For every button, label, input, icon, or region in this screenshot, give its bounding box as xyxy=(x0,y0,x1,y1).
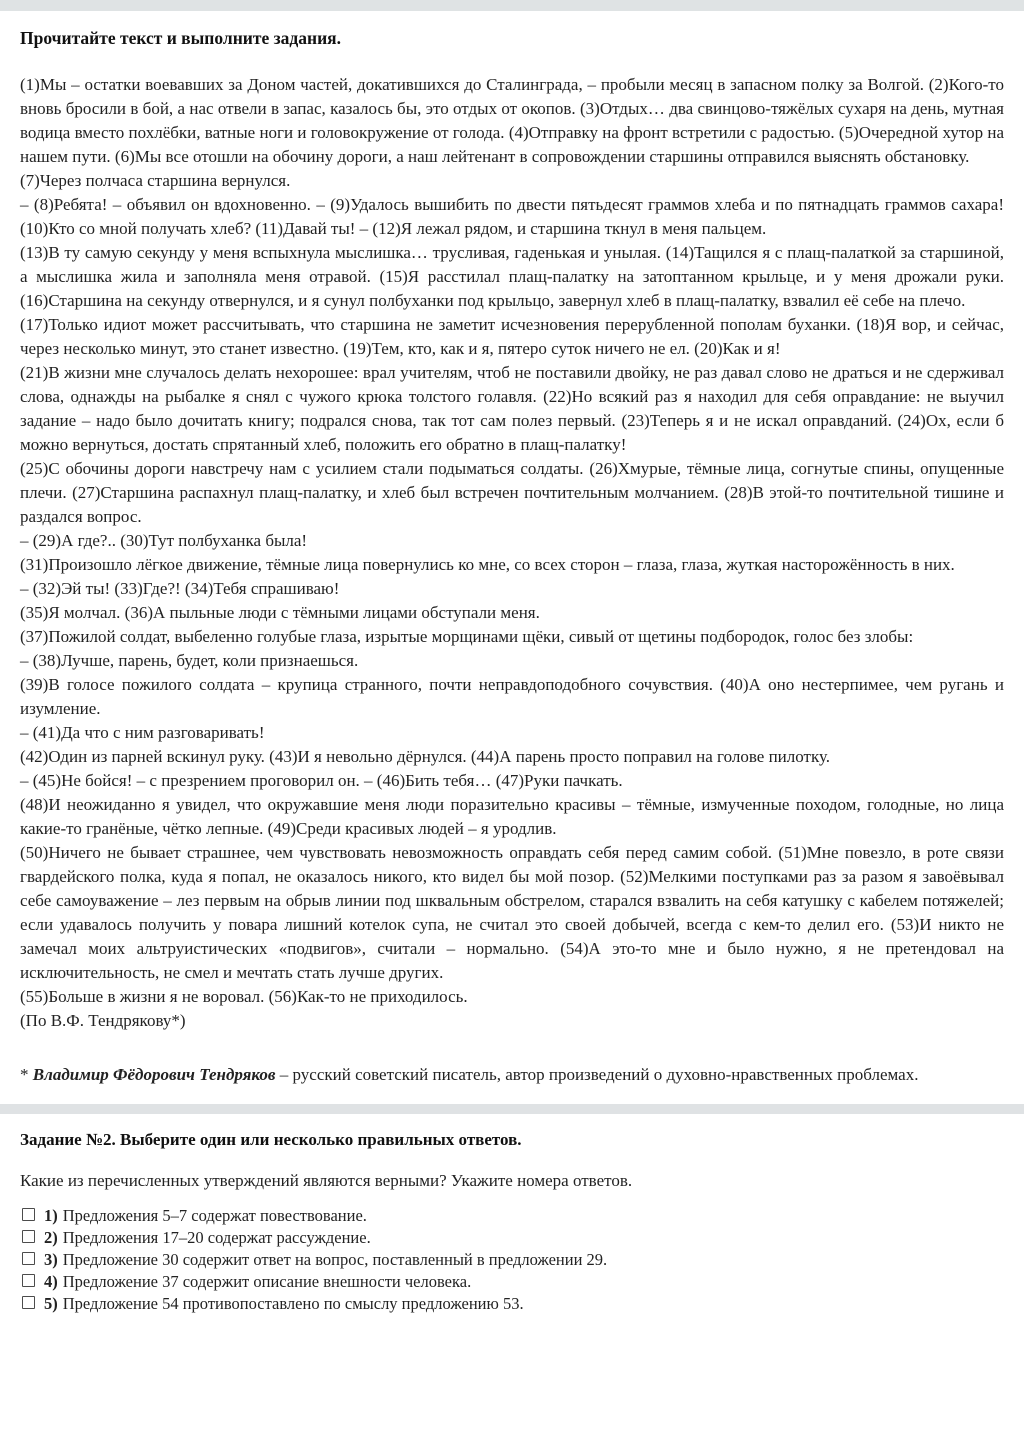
text-paragraph-15: – (41)Да что с ним разговаривать! xyxy=(20,723,265,742)
footnote-text: – русский советский писатель, автор произведений о духовно-нравственных проблемах. xyxy=(275,1065,919,1084)
option-text: Предложение 54 противопоставлено по смыслу предложению 53. xyxy=(62,1294,524,1313)
footnote-marker: * xyxy=(20,1065,33,1084)
top-divider-bar xyxy=(0,0,1024,11)
text-paragraph-17: – (45)Не бойся! – с презрением проговорил он. – (46)Бить тебя… (47)Руки пачкать. xyxy=(20,771,623,790)
answer-option-2[interactable] xyxy=(20,1227,1004,1248)
text-paragraph-2: (7)Через полчаса старшина вернулся. xyxy=(20,171,291,190)
text-paragraph-3: – (8)Ребята! – объявил он вдохновенно. – (9)Удалось вышибить по двести пятьдесят граммов хлеба и по пятнадцать граммов сахара! (10)Кто со мной получать хлеб? (11)Давай ты! – (12)Я лежал рядом, и старшина ткнул в меня пальцем. xyxy=(20,195,1004,238)
text-paragraph-10: – (32)Эй ты! (33)Где?! (34)Тебя спрашиваю! xyxy=(20,579,340,598)
text-paragraph-13: – (38)Лучше, парень, будет, коли признаешься. xyxy=(20,651,359,670)
footnote-author: Владимир Фёдорович Тендряков xyxy=(32,1065,276,1084)
page-title: Прочитайте текст и выполните задания. xyxy=(20,28,342,48)
checkbox-icon[interactable] xyxy=(22,1296,35,1309)
option-number: 3) xyxy=(44,1250,58,1269)
text-paragraph-1: (1)Мы – остатки воевавших за Доном частей, докатившихся до Сталинграда, – пробыли месяц в запасном полку за Волгой. (2)Кого-то вновь бросили в бой, а нас отвели в запас, казалось бы, это отдых от окопов. (3)Отдых… два свинцово-тяжёлых сухаря на день, мутная водица вместо похлёбки, ватные ноги и головокружение от голода. (4)Отправку на фронт встретили с радостью. (5)Очередной хутор на нашем пути. (6)Мы все отошли на обочину дороги, а наш лейтенант в сопровождении старшины отправился выяснять обстановку. xyxy=(20,75,1004,166)
text-paragraph-21: (По В.Ф. Тендрякову*) xyxy=(20,1011,186,1030)
text-paragraph-9: (31)Произошло лёгкое движение, тёмные лица повернулись ко мне, со всех сторон – глаза, глаза, жуткая насторожённость в них. xyxy=(20,555,955,574)
option-text: Предложения 17–20 содержат рассуждение. xyxy=(62,1228,371,1247)
document-body xyxy=(0,11,1024,1087)
checkbox-icon[interactable] xyxy=(22,1252,35,1265)
text-paragraph-11: (35)Я молчал. (36)А пыльные люди с тёмными лицами обступали меня. xyxy=(20,603,540,622)
option-number: 2) xyxy=(44,1228,58,1247)
answer-option-1[interactable] xyxy=(20,1205,1004,1226)
checkbox-icon[interactable] xyxy=(22,1230,35,1243)
text-paragraph-16: (42)Один из парней вскинул руку. (43)И я невольно дёрнулся. (44)А парень просто поправил на голове пилотку. xyxy=(20,747,831,766)
text-paragraph-18: (48)И неожиданно я увидел, что окружавшие меня люди поразительно красивы – тёмные, измученные походом, голодные, но лица какие-то гранёные, чётко лепные. (49)Среди красивых людей – я уродлив. xyxy=(20,795,1004,838)
task-title: Задание №2. Выберите один или несколько правильных ответов. xyxy=(20,1130,522,1149)
text-paragraph-19: (50)Ничего не бывает страшнее, чем чувствовать невозможность оправдать себя перед самим собой. (51)Мне повезло, в роте связи гвардейского полка, куда я попал, не оказалось никого, кто видел бы мой позор. (52)Мелкими поступками раз за разом я завоёвывал себе самоуважение – лез первым на обрыв линии под шквальным обстрелом, старался взвалить на себя катушку с кабелем потяжелей; если удавалось получить у повара лишний котелок супа, не считал это своей добычей, всегда с кем-то делил его. (53)И никто не замечал моих альтруистических «подвигов», считали – нормально. (54)А это-то мне и было нужно, я не претендовал на исключительность, не смел и мечтать стать лучше других. xyxy=(20,843,1004,982)
answer-option-4[interactable] xyxy=(20,1271,1004,1292)
task-question: Какие из перечисленных утверждений являются верными? Укажите номера ответов. xyxy=(20,1171,633,1190)
task-section xyxy=(0,1114,1024,1314)
text-paragraph-14: (39)В голосе пожилого солдата – крупица странного, почти неправдоподобного сочувствия. (40)А оно нестерпимее, чем ругань и изумление. xyxy=(20,675,1004,718)
section-divider-bar xyxy=(0,1104,1024,1114)
reading-text xyxy=(20,73,1004,1033)
text-paragraph-4: (13)В ту самую секунду у меня вспыхнула мыслишка… трусливая, гаденькая и унылая. (14)Тащился я с плащ-палаткой за старшиной, а мыслишка жила и заполняла меня отравой. (15)Я расстилал плащ-палатку на затоптанном крыльце, и у меня дрожали руки. (16)Старшина на секунду отвернулся, и я сунул полбуханки под крыльцо, завернул хлеб в плащ-палатку, взвалил её себе на плечо. xyxy=(20,243,1004,310)
text-paragraph-5: (17)Только идиот может рассчитывать, что старшина не заметит исчезновения перерубленной пополам буханки. (18)Я вор, и сейчас, через несколько минут, это станет известно. (19)Тем, кто, как и я, пятеро суток ничего не ел. (20)Как и я! xyxy=(20,315,1004,358)
option-text: Предложения 5–7 содержат повествование. xyxy=(62,1206,367,1225)
checkbox-icon[interactable] xyxy=(22,1208,35,1221)
option-number: 1) xyxy=(44,1206,58,1225)
option-number: 4) xyxy=(44,1272,58,1291)
text-paragraph-8: – (29)А где?.. (30)Тут полбуханка была! xyxy=(20,531,308,550)
text-paragraph-12: (37)Пожилой солдат, выбеленно голубые глаза, изрытые морщинами щёки, сивый от щетины подбородок, голос без злобы: xyxy=(20,627,914,646)
option-text: Предложение 30 содержит ответ на вопрос, поставленный в предложении 29. xyxy=(62,1250,608,1269)
text-paragraph-7: (25)С обочины дороги навстречу нам с усилием стали подыматься солдаты. (26)Хмурые, тёмные лица, согнутые спины, опущенные плечи. (27)Старшина распахнул плащ-палатку, и хлеб был встречен почтительным молчанием. (28)В этой-то почтительной тишине и раздался вопрос. xyxy=(20,459,1004,526)
checkbox-icon[interactable] xyxy=(22,1274,35,1287)
text-paragraph-20: (55)Больше в жизни я не воровал. (56)Как-то не приходилось. xyxy=(20,987,468,1006)
answer-options xyxy=(20,1205,1004,1314)
footnote xyxy=(20,1063,1004,1087)
answer-option-5[interactable] xyxy=(20,1293,1004,1314)
option-number: 5) xyxy=(44,1294,58,1313)
answer-option-3[interactable] xyxy=(20,1249,1004,1270)
text-paragraph-6: (21)В жизни мне случалось делать нехорошее: врал учителям, чтоб не поставили двойку, не раз давал слово не драться и не сдерживал слова, однажды на рыбалке я снял с чужого крюка толстого голавля. (22)Но всякий раз я находил для себя оправдание: не выучил задание – надо было дочитать книгу; подрался снова, так тот сам полез первый. (23)Теперь я и не искал оправданий. (24)Ох, если б можно вернуться, достать спрятанный хлеб, положить его обратно в плащ-палатку! xyxy=(20,363,1004,454)
option-text: Предложение 37 содержит описание внешности человека. xyxy=(62,1272,472,1291)
